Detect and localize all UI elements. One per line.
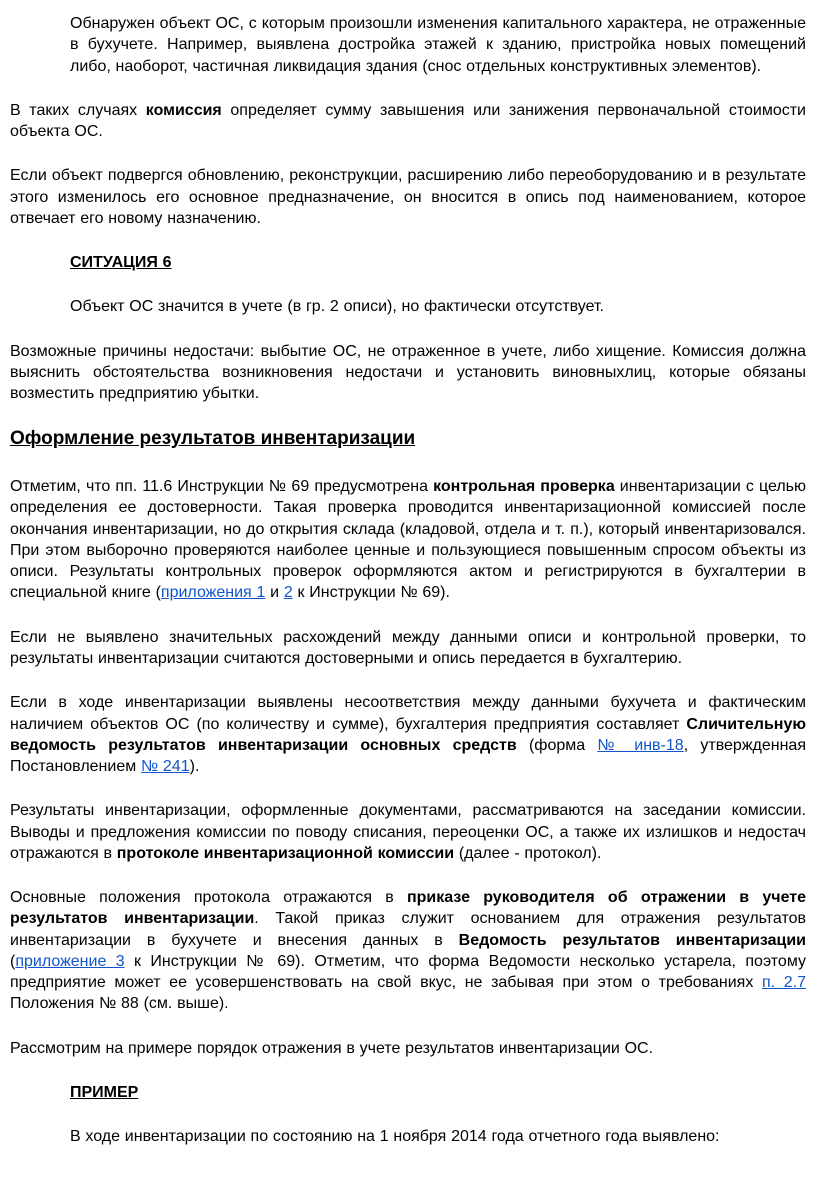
text-run: Отметим, что пп. 11.6 Инструкции № 69 предусмотрена [10, 478, 434, 496]
text-run: . Такой приказ служит основанием для отражения результатов инвентаризации в бухучете и внесения данных в [10, 910, 806, 949]
text-run: Результаты инвентаризации, оформленные документами, рассматриваются на заседании комиссии. Выводы и предложения комиссии по поводу списания, переоценки ОС, а также их излишков и недостач отражаются в [10, 802, 806, 862]
paragraph-os-changes [70, 13, 806, 77]
text-run: ). [189, 758, 200, 776]
text-run: Основные положения протокола отражаются в [10, 889, 407, 907]
paragraph-protocol [10, 800, 806, 864]
bold-text: контрольная проверка [433, 478, 615, 496]
text-run: Если в ходе инвентаризации выявлены несоответствия между данными бухучета и фактическим наличием объектов ОС (по количеству и сумме), бухгалтерия предприятия составляет [10, 694, 806, 733]
text-run: Возможные причины недостачи: выбытие ОС, не отраженное в учете, либо хищение. Комиссия должна выяснить обстоятельства возникновения недостачи и установить виновныхлиц, которые обязаны возместить предприятию убытки. [10, 342, 806, 403]
example-heading [70, 1082, 806, 1103]
text-run: Оформление результатов инвентаризации [10, 428, 416, 450]
paragraph-object-missing [70, 296, 806, 317]
text-run: В ходе инвентаризации по состоянию на 1 ноября 2014 года отчетного года выявлено: [70, 1128, 720, 1146]
text-run: Обнаружен объект ОС, с которым произошли изменения капитального характера, не отраженные в бухучете. Например, выявлена достройка этажей к зданию, пристройка новых помещений либо, наоборот, частичная ликвидация здания (снос отдельных конструктивных элементов). [70, 15, 806, 75]
text-run: и [265, 584, 284, 602]
text-run: Объект ОС значится в учете (в гр. 2 описи), но фактически отсутствует. [70, 298, 604, 316]
text-run: ( [10, 952, 16, 970]
situation-6-heading [70, 252, 806, 273]
text-link[interactable]: 2 [283, 584, 293, 602]
paragraph-no-discrepancies [10, 627, 806, 670]
text-run: , утвержденная Постановлением [10, 736, 806, 776]
bold-text: комиссия [145, 101, 222, 119]
paragraph-shortage-reasons [10, 341, 806, 405]
bold-text: Ведомость результатов инвентаризации [458, 931, 806, 949]
bold-text: приказе руководителя об отражении в учете результатов инвентаризации [10, 889, 806, 928]
section-heading-results [10, 427, 806, 452]
text-link[interactable]: № 241 [140, 758, 190, 776]
text-run: В таких случаях [10, 101, 146, 119]
text-run: инвентаризации с целью определения ее достоверности. Такая проверка проводится инвентаризационной комиссией после окончания инвентаризации, но до открытия склада (кладовой, отдела и т. п.), который инвентаризовался. При этом выборочно проверяются наиболее ценные и пользующиеся повышенным спросом объекты из описи. Результаты контрольных проверок оформляются актом и регистрируются в бухгалтерии в специальной книге ( [10, 478, 807, 602]
bold-underlined-text: ПРИМЕР [70, 1083, 139, 1101]
text-run: Если не выявлено значительных расхождений между данными описи и контрольной проверки, то результаты инвентаризации считаются достоверными и опись передается в бухгалтерию. [10, 628, 806, 667]
text-link[interactable]: № инв-18 [597, 736, 684, 754]
text-run: к Инструкции № 69). [292, 584, 450, 602]
paragraph-example-intro [10, 1038, 806, 1059]
bold-text: Сличительную ведомость результатов инвентаризации основных средств [10, 715, 806, 754]
text-run: (далее - протокол). [454, 844, 602, 862]
text-run: Положения № 88 (см. выше). [10, 995, 229, 1013]
paragraph-reconstruction [10, 165, 806, 229]
text-run: к Инструкции № 69). Отметим, что форма Ведомости несколько устарела, поэтому предприятие может ее усовершенствовать на свой вкус, не забывая при этом о требованиях [10, 952, 806, 992]
paragraph-control-check [10, 476, 806, 604]
paragraph-example-date [70, 1126, 806, 1147]
text-link[interactable]: п. 2.7 [762, 974, 806, 992]
paragraph-order [10, 887, 806, 1015]
bold-underlined-text: СИТУАЦИЯ 6 [70, 254, 172, 272]
text-link[interactable]: приложение 3 [15, 952, 125, 970]
text-run: Если объект подвергся обновлению, реконструкции, расширению либо переоборудованию и в результате этого изменилось его основное предназначение, он вносится в опись под наименованием, которое отвечает его новому назначению. [10, 167, 806, 227]
document-body [10, 13, 806, 1148]
bold-text: протоколе инвентаризационной комиссии [116, 844, 455, 862]
text-run: (форма [516, 736, 598, 754]
paragraph-commission [10, 100, 806, 143]
text-run: определяет сумму завышения или занижения первоначальной стоимости объекта ОС. [10, 101, 806, 141]
paragraph-comparison-sheet [10, 692, 806, 777]
text-run: Рассмотрим на примере порядок отражения в учете результатов инвентаризации ОС. [10, 1039, 654, 1057]
text-link[interactable]: приложения 1 [160, 584, 266, 602]
